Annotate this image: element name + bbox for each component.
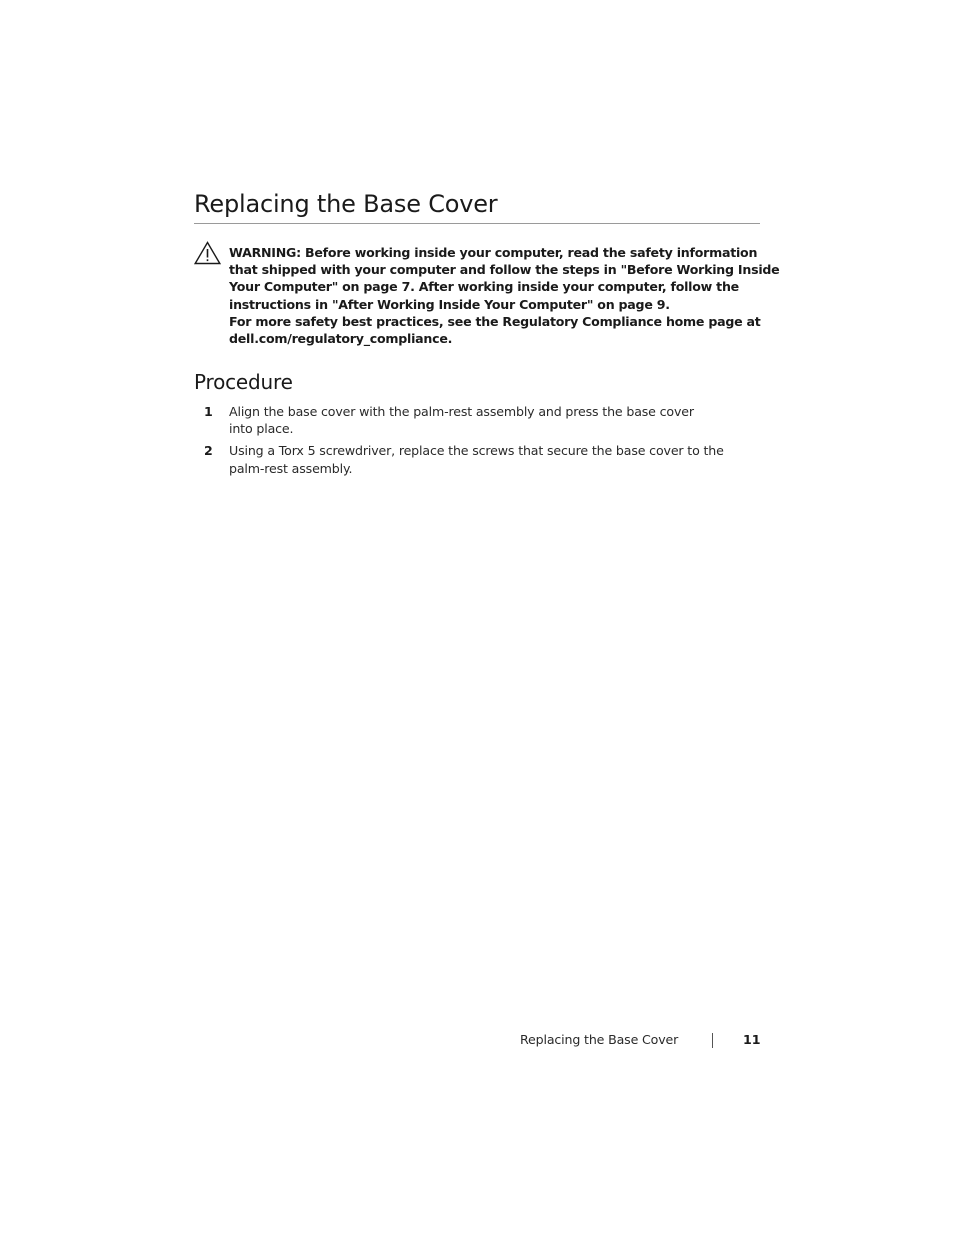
procedure-heading: Procedure (194, 370, 293, 394)
warning-line: For more safety best practices, see the Regulatory Compliance home page at (229, 313, 761, 329)
procedure-step (194, 403, 760, 437)
page-title: Replacing the Base Cover (194, 190, 498, 218)
title-divider (194, 223, 760, 224)
warning-line: instructions in "After Working Inside Your Computer" on page 9. (229, 296, 670, 312)
warning-line: that shipped with your computer and follow the steps in "Before Working Inside (229, 262, 780, 278)
footer-section-title: Replacing the Base Cover (520, 1032, 679, 1047)
step-number: 1 (204, 404, 213, 419)
step-text-line: palm-rest assembly. (229, 460, 353, 476)
warning-line: Your Computer" on page 7. After working inside your computer, follow the (229, 279, 739, 295)
warning-line: WARNING: Before working inside your computer, read the safety information (229, 245, 758, 260)
step-text-line: Using a Torx 5 screwdriver, replace the screws that secure the base cover to the (229, 443, 724, 459)
step-number: 2 (204, 443, 213, 459)
step-text-line: Align the base cover with the palm-rest assembly and press the base cover (229, 404, 694, 419)
procedure-step (194, 442, 760, 476)
warning-triangle-icon (194, 241, 221, 265)
footer-separator (712, 1033, 713, 1048)
procedure-steps (194, 403, 760, 482)
step-text-line: into place. (229, 421, 294, 437)
page-number: 11 (743, 1032, 761, 1047)
warning-notice (229, 244, 780, 347)
warning-line: dell.com/regulatory_compliance. (229, 331, 453, 347)
